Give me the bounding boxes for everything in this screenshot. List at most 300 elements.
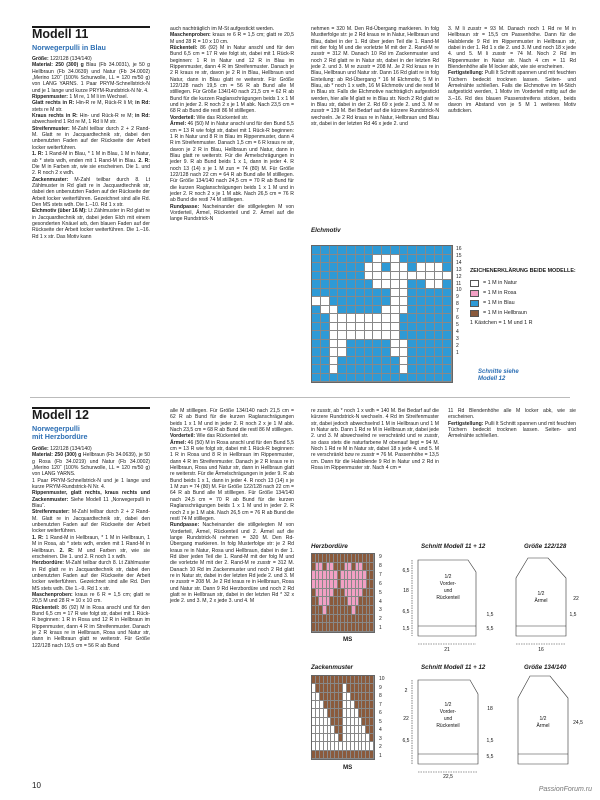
chart-cell (400, 280, 409, 289)
chart-cell (365, 340, 374, 349)
row-number: 3 (379, 735, 382, 742)
chart-cell (408, 374, 417, 383)
paragraph: Rundpasse: Nacheinander die stillgelegten M von Vorderteil, Ärmel, Rückenteil und 2. Ärmel auf die lange Rundstrick-N nehmen = 320 M. Den Rd-Übergang markieren. In folg Musterfolge str: je 2 Rd kraus re in Natur, Rosa und Hellbraun, dabei in der 1. Rd über jeden Teil die 1. Rand-M mit der folg M und die vorletzte M mit der 2. Rand-M re zusstr = 312 M. Danach 10 Rd im Zackenmuster und noch 2 Rd glatt re in Natur str, dabei in der letzten Rd jede 2. und 3. M re zusstr = 208 M. Je 2 Rd kraus re in Hellbraun, Rosa und Natur str. Dann 9 Rd Herzbordüre und noch 2 Rd glatt re in Hellbraun str, dabei in der letzten Rd * 32 x jede 2. und 3. M, 2 x jede 3. und 4. M (170, 522, 294, 605)
chart-cell (400, 263, 409, 272)
svg-text:Rückenteil: Rückenteil (436, 595, 460, 601)
paragraph: 1 Paar PRYM-Schnellstrick-N und je 1 lange und kurze PRYM-Rundstrick-N Nr. 4. (32, 477, 150, 491)
chart-cell (321, 331, 330, 340)
legend (470, 268, 580, 326)
chart-cell (330, 272, 339, 281)
chart-cell (373, 272, 382, 281)
chart-cell (382, 314, 391, 323)
svg-text:5,5: 5,5 (486, 626, 494, 632)
chart-cell (373, 348, 382, 357)
svg-text:1,5: 1,5 (486, 738, 494, 744)
chart-cell (370, 554, 374, 563)
paragraph: Herzbordüre: M-Zahl teilbar durch 8. Lt Zählmuster in Rd glatt re in Jacquardtechnik str, dabei den unbenutzten Faden auf der Rückseite der Arbeit locker weiterführen. Gezeichnet sind alle Rd. Den MS stets wdh. Die 1.–9. Rd 1 x str. (32, 560, 150, 592)
chart-cell (347, 263, 356, 272)
chart-cell (417, 365, 426, 374)
chart-cell (356, 357, 365, 366)
chart-cell (370, 676, 374, 684)
row-number: 15 (456, 252, 462, 259)
chart-cell (370, 751, 374, 759)
chart-cell (400, 374, 409, 383)
chart-cell (347, 289, 356, 298)
chart-cell (382, 374, 391, 383)
chart-cell (391, 374, 400, 383)
chart-cell (370, 563, 374, 572)
svg-text:Ärmel: Ärmel (536, 723, 550, 729)
chart-cell (443, 357, 452, 366)
chart-cell (370, 571, 374, 580)
zacken-row-numbers (379, 675, 385, 760)
chart-cell (312, 246, 321, 255)
chart-cell (356, 365, 365, 374)
chart-cell (426, 255, 435, 264)
chart-cell (426, 246, 435, 255)
chart-cell (408, 280, 417, 289)
chart-cell (338, 306, 347, 315)
chart-cell (338, 297, 347, 306)
chart-cell (347, 272, 356, 281)
paragraph: Fertigstellung: Pulli lt Schnitt spannen und mit feuchten Tüchern bedeckt trocknen lassen. Seiten- und Ärmelnähte schließen. Falls die Elchmotive im M-Stich aufgestickt werden, 1 Motiv im Vorderteil mittig auf die 3.–16. Rd des blauen Passenstreifens sticken, beids davon im Abstand von je 5 M 1 weiteres Motiv aufsticken. (448, 70, 576, 115)
svg-text:Rückenteil: Rückenteil (436, 723, 460, 729)
chart-cell (382, 323, 391, 332)
paragraph: nehmen = 320 M. Den Rd-Übergang markieren. In folg Mustterfolge str: je 2 Rd kraus re in Natur, Hellbraun und Blau, dabei in der 1. Rd über jeden Teil die 1. Rand-M mit der folg M und die vorletzte M mit der 2. Rand-M re zusstr = 312 M. Danach 10 Rd im Zackenmuster und noch 2 Rd glatt re in Natur str, dabei in der letzten Rd jede 2. und 3. M re zusstr = 208 M. Je 2 Rd kraus re in Blau, Hellbraun und Natur str. Dann 16 Rd glatt re in folg Einteilung: ab Rd-Übergang * 16 M Elchmotiv, 5 M in Blau, ab * noch 1 x wdh, 16 M Elchmotiv und die restl M in Blau str. Falls die Elchmotive nachträglich aufgestickt werden, hier alle M glatt re in Blau str. Noch 2 Rd glatt re in Blau str, dabei in der 2. Rd 69 x jede 2. und 3. M re zusstr = 139 M. Bei Bedarf auf die kürzere Rundstrick-N wechseln. Je 2 Rd kraus re in Natur, Hellbraun und Blau str, dabei in der letzten Rd 46 x jede 2. und (311, 26, 439, 128)
chart-cell (443, 365, 452, 374)
svg-text:1/2: 1/2 (539, 716, 547, 722)
chart-cell (408, 306, 417, 315)
chart-cell (321, 280, 330, 289)
chart-cell (408, 246, 417, 255)
schnitt-diagram-2 (398, 670, 588, 780)
row-number: 3 (456, 335, 459, 342)
chart-cell (443, 255, 452, 264)
chart-cell (408, 255, 417, 264)
size-label-2: Größe 134/140 (524, 664, 567, 671)
chart-cell (347, 357, 356, 366)
paragraph: Zackenmuster: M-Zahl teilbar durch 8. Lt Zählmuster in Rd glatt re in Jacquardtechnik str, dabei den unbenutzten Faden auf der Rückseite der Arbeit locker weiterführen. Gezeichnet sind alle Rd. Den MS stets wdh. Die 1.–10. Rd 1 x str. (32, 176, 150, 208)
page-number: 10 (32, 781, 41, 790)
chart-cell (356, 323, 365, 332)
chart-cell (330, 263, 339, 272)
chart-cell (312, 297, 321, 306)
row-number: 8 (456, 301, 459, 308)
chart-cell (400, 357, 409, 366)
model12-column-2 (170, 408, 294, 605)
chart-cell (435, 331, 444, 340)
chart-cell (356, 263, 365, 272)
paragraph: 11 Rd Blendenhöhe alle M locker abk, wie sie erscheinen. (448, 408, 576, 421)
chart-cell (365, 348, 374, 357)
chart-cell (370, 589, 374, 598)
chart-cell (408, 297, 417, 306)
chart-cell (338, 314, 347, 323)
chart-cell (426, 357, 435, 366)
chart-cell (400, 255, 409, 264)
chart-cell (391, 306, 400, 315)
paragraph: 1. R: 1 Rand-M in Hellbraun, * 1 M in Hellbraun, 1 M in Rosa, ab * stets wdh, enden mit 1 Rand-M in Hellbraun. 2. R: M und Farben str, wie sie erscheinen. Die 1. und 2. R noch 1 x wdh. (32, 534, 150, 560)
row-number: 3 (379, 607, 382, 614)
chart-cell (356, 255, 365, 264)
chart-cell (370, 709, 374, 717)
row-number: 13 (456, 266, 462, 273)
chart-cell (312, 331, 321, 340)
chart-cell (338, 280, 347, 289)
chart-cell (312, 340, 321, 349)
chart-cell (312, 280, 321, 289)
chart-cell (321, 323, 330, 332)
chart-cell (443, 314, 452, 323)
chart-cell (435, 323, 444, 332)
paragraph: Glatt rechts in R: Hin-R re M, Rück-R li M; in Rd: stets re M str. (32, 100, 151, 113)
chart-cell (365, 263, 374, 272)
svg-text:16: 16 (538, 647, 544, 653)
chart-cell (391, 348, 400, 357)
chart-cell (400, 340, 409, 349)
svg-text:6,5: 6,5 (402, 609, 410, 615)
svg-text:und: und (443, 716, 453, 722)
color-swatch (470, 300, 479, 307)
color-swatch (470, 290, 479, 297)
schnitt-diagram-1 (398, 550, 588, 660)
chart-cell (321, 246, 330, 255)
chart-cell (370, 580, 374, 589)
chart-cell (370, 693, 374, 701)
zacken-ms-label: MS (343, 764, 353, 771)
chart-cell (435, 255, 444, 264)
paragraph: Maschenproben: kraus re 6 R = 1,5 cm; glatt re 20,5 M und 28 R = 10 x 10 cm. (170, 32, 294, 45)
row-number: 12 (456, 273, 462, 280)
chart-cell (370, 726, 374, 734)
chart-cell (347, 348, 356, 357)
row-number: 1 (379, 752, 382, 759)
svg-text:18: 18 (403, 588, 409, 594)
legend-label: = 1 M in Blau (483, 300, 515, 306)
chart-cell (408, 357, 417, 366)
elch-chart-label: Elchmotiv (311, 227, 341, 234)
chart-cell (330, 348, 339, 357)
chart-cell (400, 297, 409, 306)
paragraph: Vorderteil: Wie das Rückenteil str. (170, 433, 249, 440)
chart-cell (382, 365, 391, 374)
chart-cell (312, 348, 321, 357)
chart-cell (338, 272, 347, 281)
model11-title: Modell 11 (32, 27, 89, 41)
chart-cell (370, 684, 374, 692)
chart-cell (426, 306, 435, 315)
row-number: 2 (456, 342, 459, 349)
chart-cell (417, 280, 426, 289)
watermark: PassionForum.ru (538, 786, 592, 793)
row-number: 5 (456, 321, 459, 328)
chart-cell (391, 331, 400, 340)
paragraph: Streifenmuster: M-Zahl teilbar durch 2 + 2 Rand-M. Glatt re in Jacquardtechnik str, dabei den unbenutzten Faden auf der Rückseite der Arbeit locker weiterführen. (32, 125, 150, 151)
chart-cell (408, 331, 417, 340)
row-number: 6 (379, 710, 382, 716)
svg-text:22,5: 22,5 (443, 774, 453, 780)
chart-cell (312, 255, 321, 264)
chart-cell (330, 297, 339, 306)
row-number: 8 (379, 693, 382, 699)
chart-cell (408, 323, 417, 332)
chart-cell (400, 323, 409, 332)
chart-cell (391, 246, 400, 255)
chart-cell (435, 272, 444, 281)
chart-cell (356, 297, 365, 306)
chart-cell (370, 597, 374, 606)
row-number: 5 (379, 589, 382, 596)
chart-cell (356, 246, 365, 255)
paragraph: Kraus rechts in R: Hin- und Rück-R re M; in Rd: abwechselnd 1 Rd re M, 1 Rd li M str. (32, 113, 151, 126)
chart-cell (443, 323, 452, 332)
chart-cell (321, 255, 330, 264)
svg-text:2: 2 (404, 688, 408, 694)
chart-cell (347, 306, 356, 315)
chart-cell (347, 331, 356, 340)
chart-cell (435, 297, 444, 306)
chart-cell (391, 289, 400, 298)
chart-cell (330, 289, 339, 298)
svg-text:24,5: 24,5 (573, 720, 583, 726)
chart-cell (347, 280, 356, 289)
zacken-chart (311, 675, 375, 760)
model12-column-3 (311, 408, 439, 471)
chart-cell (370, 701, 374, 709)
chart-cell (391, 272, 400, 281)
legend-label: = 1 M in Rosa (483, 290, 517, 296)
chart-cell (417, 246, 426, 255)
paragraph: Rundpasse: Nacheinander die stillgelegten M von Vorderteil, Ärmel, Rückenteil und 2. Ärmel auf die lange Rundstrick-N (170, 203, 294, 223)
svg-text:18: 18 (487, 706, 493, 712)
chart-cell (443, 374, 452, 383)
chart-cell (365, 357, 374, 366)
chart-cell (435, 365, 444, 374)
chart-cell (330, 306, 339, 315)
chart-cell (435, 263, 444, 272)
chart-cell (391, 314, 400, 323)
chart-cell (347, 323, 356, 332)
chart-cell (417, 331, 426, 340)
row-number: 4 (379, 598, 382, 605)
chart-cell (312, 289, 321, 298)
chart-cell (408, 365, 417, 374)
chart-cell (338, 246, 347, 255)
zacken-chart-label: Zackenmuster (311, 664, 353, 671)
chart-cell (443, 272, 452, 281)
chart-cell (373, 374, 382, 383)
chart-cell (312, 263, 321, 272)
chart-cell (356, 348, 365, 357)
svg-text:1,5: 1,5 (402, 626, 410, 632)
paragraph: re zusstr, ab * noch 1 x wdh = 140 M. Bei Bedarf auf die kürzere Rundstrick-N wechseln. 4 Rd im Streifenmuster str, dabei jedoch abwechselnd 1 M in Hellbraun und 1 M in Natur arb. Dann 1 Rd re M in Hellbraun str, dabei jede 2. und 3. M abwechselnd re verschränkt und re zusstr, so dass stets die naturfarbene M obenauf liegt = 94 M. Noch 1 Rd re M in Natur str, dabei 18 x jede 4. und 5. M re verschränkt bzw re zusstr = 76 M. Passenhöhe = 13,5 cm. Dann für die Halsblende 9 Rd in Natur und 2 Rd in Rosa im Rippenmuster str. Nach 4 cm = (311, 408, 439, 472)
chart-cell (408, 340, 417, 349)
row-number: 5 (379, 718, 382, 725)
svg-text:5,5: 5,5 (486, 754, 494, 760)
chart-cell (400, 306, 409, 315)
model11-column-1 (32, 56, 150, 240)
chart-cell (338, 340, 347, 349)
chart-cell (312, 272, 321, 281)
chart-cell (382, 289, 391, 298)
model12-column-1 (32, 446, 150, 649)
chart-cell (443, 306, 452, 315)
chart-cell (382, 306, 391, 315)
chart-cell (321, 272, 330, 281)
paragraph: Rückenteil: 86 (92) M in Natur anschl und für den Bund 6,5 cm = 17 R wie folgt str, dabei mit 1 Rück-R beginnen: 1 R in Natur und 12 R in Blau im Rippenmuster, dann 4 R im Streifenmuster. Danach je 2 R kraus re str, davon je 2 R in Blau, Hellbraun und Natur, dann in Blau glatt re weiterstr. Für Größe 122/128 nach 19,5 cm = 56 R ab Bund alle M stilllegen. Für Größe 134/140 nach 21,5 cm = 62 R ab Bund für die kurzen Raglanschrägungen beids 1 x 1 M und in jeder 2. R noch 2 x je 1 M abk. Nach 23,5 cm = 68 R ab Bund die restl 86 M stilllegen. (170, 45, 294, 115)
svg-text:21: 21 (444, 647, 450, 653)
chart-cell (347, 246, 356, 255)
paragraph: alle M stilllegen. Für Größe 134/140 nach 21,5 cm = 62 R ab Bund für die kurzen Raglanschrägungen beids 1 x 1 M und in jeder 2. R noch 2 x je 1 M abk. Nach 23,5 cm = 68 R ab Bund die restl 86 M stilllegen. (170, 408, 294, 434)
chart-cell (356, 340, 365, 349)
section-divider (30, 397, 570, 398)
chart-cell (356, 314, 365, 323)
chart-cell (330, 365, 339, 374)
chart-cell (417, 272, 426, 281)
schnitt-title-2: Schnitt Modell 11 + 12 (421, 664, 486, 671)
chart-cell (356, 306, 365, 315)
herz-row-numbers (379, 553, 382, 633)
chart-cell (338, 357, 347, 366)
paragraph: 3. M li zusstr = 93 M. Danach noch 1 Rd re M in Hellbraun str = 15,5 cm Passenhöhe. Dann für die Halsblende 9 Rd im Rippenmuster in Hellbraun str, dabei in der 1. Rd 1 x die 2. und 3. M und noch 18 x jede 4. und 5. M li zusstr = 74 M. Noch 2 Rd im Rippenmuster in Natur str. Nach 4 cm = 11 Rd Blendenhöhe alle M locker abk, wie sie erscheinen. (448, 26, 576, 71)
model11-column-4 (448, 26, 576, 115)
svg-text:1,5: 1,5 (486, 612, 494, 618)
paragraph: Rippenmuster, glatt rechts, kraus rechts und Zackenmuster: Siehe Modell 11 „Norwegerpulli in Blau“. (32, 490, 150, 510)
chart-cell (338, 263, 347, 272)
chart-cell (330, 331, 339, 340)
chart-cell (356, 331, 365, 340)
chart-cell (382, 340, 391, 349)
chart-cell (435, 348, 444, 357)
chart-cell (435, 306, 444, 315)
row-number: 9 (379, 684, 382, 691)
chart-cell (373, 365, 382, 374)
legend-item (470, 278, 580, 288)
chart-cell (435, 246, 444, 255)
chart-cell (338, 323, 347, 332)
model11-subtitle: Norwegerpulli in Blau (32, 43, 106, 52)
chart-cell (321, 340, 330, 349)
row-number: 2 (379, 616, 382, 623)
chart-cell (443, 280, 452, 289)
svg-text:1,5: 1,5 (569, 612, 577, 618)
chart-cell (400, 331, 409, 340)
chart-cell (365, 374, 374, 383)
svg-text:22: 22 (573, 596, 579, 602)
chart-cell (382, 297, 391, 306)
chart-cell (330, 357, 339, 366)
legend-note: 1 Kästchen = 1 M und 1 R (470, 320, 533, 326)
row-number: 8 (379, 562, 382, 569)
chart-cell (426, 323, 435, 332)
row-number: 9 (379, 554, 382, 560)
chart-cell (338, 255, 347, 264)
paragraph: Rückenteil: 86 (92) M in Rosa anschl und für den Bund 6,5 cm = 17 R wie folgt str, dabei mit 1 Rück-R beginnen: 1 R in Rosa und 12 R in Hellbraun im Rippenmuster, dann 4 R im Streifenmuster. Danach je 2 R kraus re in Hellbraun, Rosa und Natur str, dann in Hellbraun glatt re weiterstr. Für Größe 122/128 nach 19,5 cm = 56 R ab Bund (32, 604, 150, 649)
elch-row-numbers (456, 246, 462, 357)
chart-cell (400, 246, 409, 255)
paragraph: auch nachträglich im M-St aufgestickt werden. (170, 26, 275, 32)
chart-cell (435, 340, 444, 349)
chart-cell (443, 331, 452, 340)
chart-cell (312, 365, 321, 374)
chart-cell (365, 272, 374, 281)
row-number: 10 (456, 287, 462, 294)
paragraph: Größe: 122/128 (134/140) (32, 446, 92, 452)
chart-cell (356, 374, 365, 383)
chart-cell (426, 314, 435, 323)
chart-cell (321, 314, 330, 323)
chart-cell (330, 340, 339, 349)
model12-title: Modell 12 (32, 408, 89, 422)
chart-cell (408, 272, 417, 281)
chart-cell (443, 246, 452, 255)
herz-chart-label: Herzbordüre (311, 543, 348, 550)
chart-cell (321, 374, 330, 383)
chart-cell (373, 314, 382, 323)
chart-cell (330, 323, 339, 332)
chart-cell (356, 272, 365, 281)
chart-cell (365, 323, 374, 332)
chart-cell (373, 255, 382, 264)
legend-title: ZEICHENERKLÄRUNG BEIDE MODELLE: (470, 268, 576, 274)
chart-cell (426, 374, 435, 383)
chart-cell (400, 365, 409, 374)
chart-cell (365, 297, 374, 306)
chart-cell (417, 323, 426, 332)
chart-cell (338, 374, 347, 383)
size-label-1: Größe 122/128 (524, 543, 567, 550)
legend-label: = 1 M in Natur (483, 280, 518, 286)
chart-cell (417, 263, 426, 272)
paragraph: Material: 250 (300) g Hellbraun (Fb 34.0639), je 50 g Rosa (Fb 34.0219) und Natur (Fb 34.0002) „Merino 120“ (100% Schurwolle, LL = 120 m/50 g) von LANG YARNS. (32, 452, 150, 478)
chart-cell (435, 314, 444, 323)
paragraph: 1. R: 1 Rand-M in Blau, * 1 M in Blau, 1 M in Natur, ab * stets wdh, enden mit 1 Rand-M in Blau. 2. R: Die M in Farben str, wie sie erscheinen. Die 1. und 2. R noch 2 x wdh. (32, 151, 151, 177)
chart-cell (330, 280, 339, 289)
chart-cell (417, 289, 426, 298)
chart-cell (338, 289, 347, 298)
chart-cell (426, 272, 435, 281)
chart-cell (426, 263, 435, 272)
chart-cell (443, 348, 452, 357)
chart-cell (391, 323, 400, 332)
svg-text:1/2: 1/2 (537, 591, 545, 597)
chart-cell (365, 306, 374, 315)
chart-cell (347, 255, 356, 264)
row-number: 4 (456, 328, 459, 335)
schnitt-note: Schnitte siehe Modell 12 (478, 369, 519, 382)
chart-cell (312, 357, 321, 366)
chart-cell (426, 348, 435, 357)
chart-cell (370, 742, 374, 750)
chart-cell (373, 306, 382, 315)
paragraph: Ärmel: 46 (50) M in Natur anschl und für den Bund 5,5 cm = 13 R wie folgt str, dabei mit 1 Rück-R beginnen: 1 R in Natur und 8 R in Blau im Rippenmuster, dann 4 R im Streifenmuster. Danach 1,5 cm = 6 R kraus re str, davon je 2 R in Blau, Hellbraun und Natur, dann in Blau glatt re weiterstr. Für die Ärmelschrägungen in jeder 9. R ab Bund beids 1 x 1, dann in jeder 4. R noch 13 (14) x je 1 M zun = 74 (80) M. Für Größe 122/128 nach 22 cm = 64 R ab Bund alle M stilllegen. Für Größe 134/140 nach 24,5 cm = 70 R ab Bund für die kurzen Raglanschrägungen beids 1 x 1 M und in jeder 2. R noch 2 x je 1 M abk. Nach 26,5 cm = 76 R ab Bund die restl 74 M stilllegen. (170, 121, 294, 204)
chart-cell (426, 331, 435, 340)
chart-cell (312, 314, 321, 323)
chart-cell (417, 357, 426, 366)
herz-chart (311, 553, 375, 633)
row-number: 1 (379, 625, 382, 632)
chart-cell (400, 348, 409, 357)
row-number: 7 (379, 701, 382, 708)
chart-cell (426, 340, 435, 349)
paragraph: Größe: 122/128 (134/140) (32, 56, 92, 62)
paragraph: Fertigstellung: Pulli lt Schnitt spannen und mit feuchten Tüchern bedeckt trocknen lassen. Seiten- und Ärmelnähte schließen. (448, 420, 576, 440)
chart-cell (400, 289, 409, 298)
chart-cell (338, 348, 347, 357)
chart-cell (370, 623, 374, 632)
chart-cell (373, 246, 382, 255)
chart-cell (417, 348, 426, 357)
